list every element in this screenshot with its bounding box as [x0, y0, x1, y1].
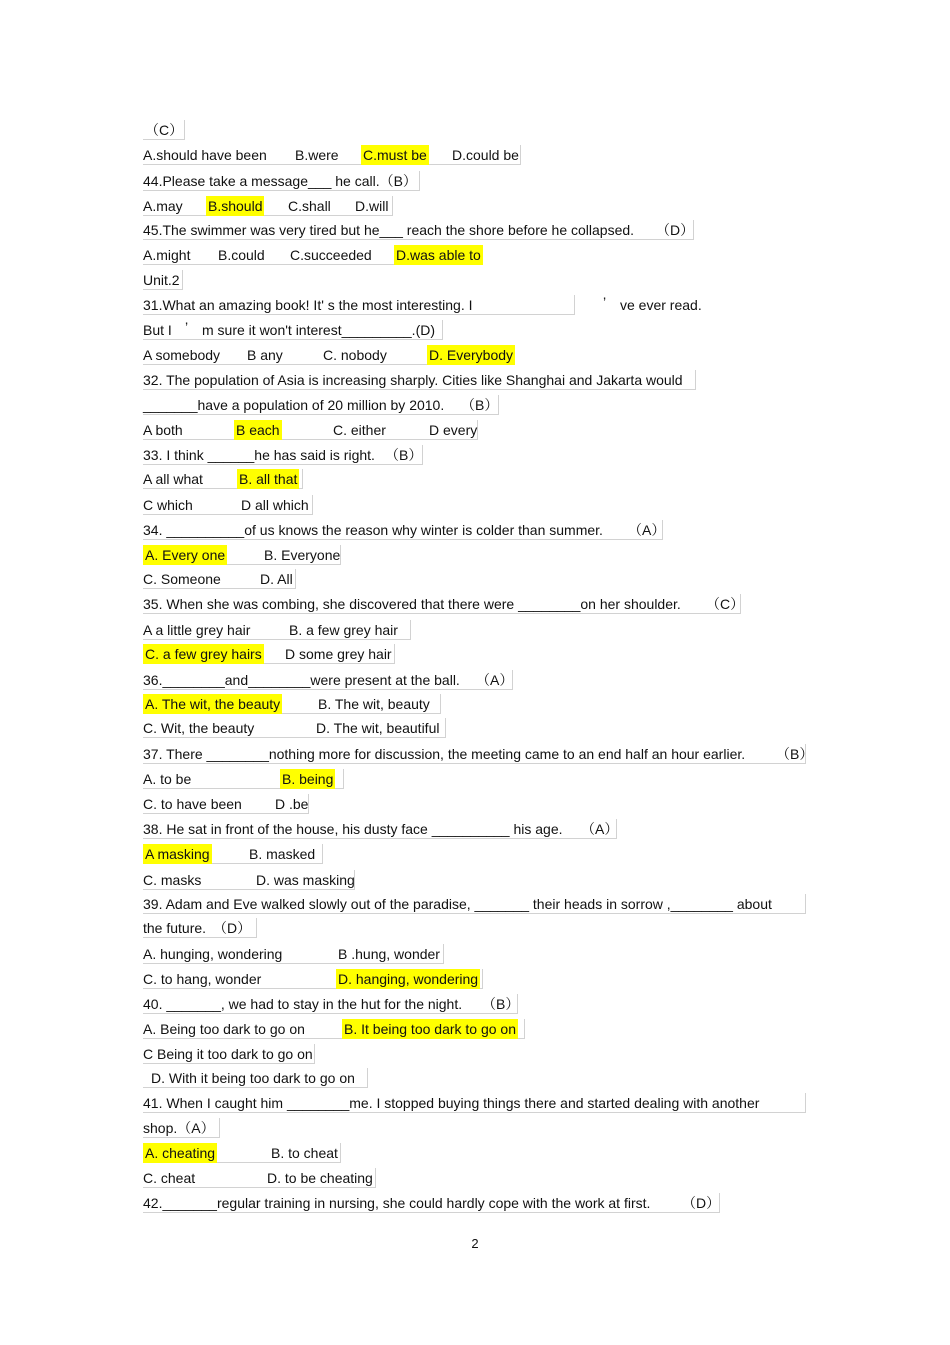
option-b: B. a few grey hair — [289, 622, 398, 638]
option-b-correct: B. all that — [239, 471, 298, 487]
answer-key: （B） — [385, 447, 423, 463]
option-a: A.might — [143, 247, 191, 263]
option-a: A both — [143, 422, 183, 438]
question-text: 39. Adam and Eve walked slowly out of the paradise, _______ their heads in sorrow ,________ about — [143, 896, 772, 912]
option-c: C Being it too dark to go on — [143, 1046, 313, 1062]
option-a: A.should have been — [143, 147, 267, 163]
option-d: D.will — [355, 198, 389, 214]
option-a-correct: A. Every one — [145, 547, 226, 563]
option-d-correct: D. Everybody — [429, 347, 514, 363]
option-d-correct: D. hanging, wondering — [338, 971, 479, 987]
option-d: D. With it being too dark to go on — [151, 1070, 355, 1086]
option-c-correct: C.must be — [363, 147, 427, 163]
options-line — [143, 345, 515, 365]
question-text: 32. The population of Asia is increasing sharply. Cities like Shanghai and Jakarta would — [143, 372, 683, 388]
question-39 — [143, 894, 806, 914]
question-text: 40. _______, we had to stay in the hut for the night. — [143, 996, 463, 1012]
option-d: D. The wit, beautiful — [316, 720, 440, 736]
option-a-correct: A. The wit, the beauty — [145, 696, 281, 712]
option-c-correct: C. a few grey hairs — [145, 646, 262, 662]
option-c: C.succeeded — [290, 247, 372, 263]
options-line — [143, 145, 521, 165]
page-number: 2 — [471, 1236, 479, 1251]
option-d: D .be — [275, 796, 309, 812]
answer-key: （D） — [213, 920, 252, 936]
question-36 — [143, 670, 513, 690]
option-c: C. Wit, the beauty — [143, 720, 255, 736]
answer-key: （B） — [461, 397, 499, 413]
unit-heading — [143, 270, 183, 290]
answer-key: （D） — [682, 1195, 721, 1211]
question-text: But I — [143, 322, 172, 338]
option-b-correct: B each — [236, 422, 280, 438]
option-b: B.were — [295, 147, 339, 163]
answer-key: （B） — [482, 996, 520, 1012]
unit-title: Unit.2 — [143, 272, 180, 288]
options-line — [143, 844, 323, 864]
options-line — [143, 1068, 368, 1088]
question-text: _______have a population of 20 million by 2010. — [143, 397, 445, 413]
options-line — [143, 718, 446, 738]
question-41-cont — [143, 1118, 220, 1138]
options-line — [143, 694, 441, 714]
answer-key: （A） — [581, 821, 619, 837]
option-a: A all what — [143, 471, 203, 487]
question-45 — [143, 220, 694, 240]
answer-key: （A） — [628, 522, 666, 538]
options-line — [143, 644, 395, 664]
option-d-correct: D.was able to — [396, 247, 481, 263]
option-c: C which — [143, 497, 193, 513]
options-line — [143, 495, 313, 515]
option-d: D every — [429, 422, 478, 438]
options-line — [143, 870, 355, 890]
option-d: D. was masking — [256, 872, 355, 888]
question-32-cont — [143, 395, 499, 415]
options-line — [143, 196, 393, 216]
option-b: B any — [247, 347, 283, 363]
question-text: 35. When she was combing, she discovered that there were ________on her shoulder. — [143, 596, 681, 612]
question-text-cont: m sure it won't interest_________.(D) — [202, 322, 436, 338]
options-line — [143, 545, 341, 565]
options-line — [143, 420, 478, 440]
question-33 — [143, 445, 423, 465]
options-line — [143, 569, 296, 589]
question-42 — [143, 1193, 720, 1213]
option-c: C. masks — [143, 872, 202, 888]
question-text: 33. I think ______he has said is right. — [143, 447, 375, 463]
option-a: A a little grey hair — [143, 622, 251, 638]
options-line — [143, 769, 344, 789]
apostrophe: ’ — [603, 294, 607, 310]
question-34 — [143, 520, 666, 540]
options-line — [143, 794, 309, 814]
options-line — [143, 620, 411, 640]
option-c: C. either — [333, 422, 386, 438]
options-line — [143, 1019, 525, 1039]
option-d: D. to be cheating — [267, 1170, 373, 1186]
option-d: D all which — [241, 497, 309, 513]
option-c: C. Someone — [143, 571, 221, 587]
answer-key: （C） — [706, 596, 745, 612]
question-text: shop.（A） — [143, 1120, 215, 1136]
question-text: 31.What an amazing book! It' s the most interesting. I — [143, 297, 473, 313]
option-c: C. to have been — [143, 796, 242, 812]
option-b-correct: B.should — [208, 198, 263, 214]
option-c: C. cheat — [143, 1170, 196, 1186]
option-b: B. The wit, beauty — [318, 696, 430, 712]
question-38 — [143, 819, 617, 839]
option-b: B. masked — [249, 846, 316, 862]
option-a: A. to be — [143, 771, 192, 787]
option-a: A somebody — [143, 347, 221, 363]
options-line — [143, 1168, 376, 1188]
option-d: D some grey hair — [285, 646, 392, 662]
question-text: 38. He sat in front of the house, his dusty face __________ his age. — [143, 821, 563, 837]
option-b: B. Everyone — [264, 547, 341, 563]
option-b: B.could — [218, 247, 265, 263]
option-a: A. Being too dark to go on — [143, 1021, 305, 1037]
question-40 — [143, 994, 518, 1014]
question-41 — [143, 1093, 806, 1113]
options-line — [143, 969, 483, 989]
options-line — [143, 469, 303, 489]
option-a-correct: A masking — [145, 846, 210, 862]
question-text: the future. — [143, 920, 207, 936]
answer-key: （B） — [776, 746, 814, 762]
answer-key: （D） — [656, 222, 695, 238]
question-text: 41. When I caught him ________me. I stopped buying things there and started dealing with another — [143, 1095, 760, 1111]
question-35 — [143, 594, 745, 614]
question-31-cont — [143, 320, 443, 340]
question-text-cont: ve ever read. — [620, 297, 702, 313]
question-text: 45.The swimmer was very tired but he___ reach the shore before he collapsed. — [143, 222, 635, 238]
question-44 — [143, 171, 420, 191]
option-a: A. hunging, wondering — [143, 946, 283, 962]
question-text: 34. __________of us knows the reason why winter is colder than summer. — [143, 522, 603, 538]
question-text: 44.Please take a message___ he call.（B） — [143, 173, 417, 189]
option-b: B. to cheat — [271, 1145, 338, 1161]
answer-line — [143, 120, 185, 140]
question-37 — [143, 744, 814, 764]
answer-key: （A） — [476, 672, 514, 688]
option-d: D.could be — [452, 147, 519, 163]
question-39-cont — [143, 918, 257, 938]
option-a-correct: A. cheating — [145, 1145, 216, 1161]
option-a: A.may — [143, 198, 183, 214]
option-b-correct: B. It being too dark to go on — [344, 1021, 517, 1037]
question-text: 42._______regular training in nursing, she could hardly cope with the work at first. — [143, 1195, 651, 1211]
question-32 — [143, 370, 696, 390]
options-line — [143, 944, 444, 964]
option-d: D. All — [260, 571, 293, 587]
option-c: C. nobody — [323, 347, 387, 363]
option-b: B .hung, wonder — [338, 946, 440, 962]
answer-key: （C） — [145, 122, 184, 138]
question-31 — [143, 295, 575, 315]
option-b-correct: B. being — [282, 771, 334, 787]
option-c: C. to hang, wonder — [143, 971, 262, 987]
question-text: 37. There ________nothing more for discussion, the meeting came to an end half an hour earlier. — [143, 746, 746, 762]
options-line — [143, 245, 483, 265]
options-line — [143, 1143, 341, 1163]
option-c: C.shall — [288, 198, 331, 214]
question-text: 36.________and________were present at the ball. — [143, 672, 460, 688]
apostrophe: ’ — [185, 319, 189, 335]
options-line — [143, 1044, 315, 1064]
